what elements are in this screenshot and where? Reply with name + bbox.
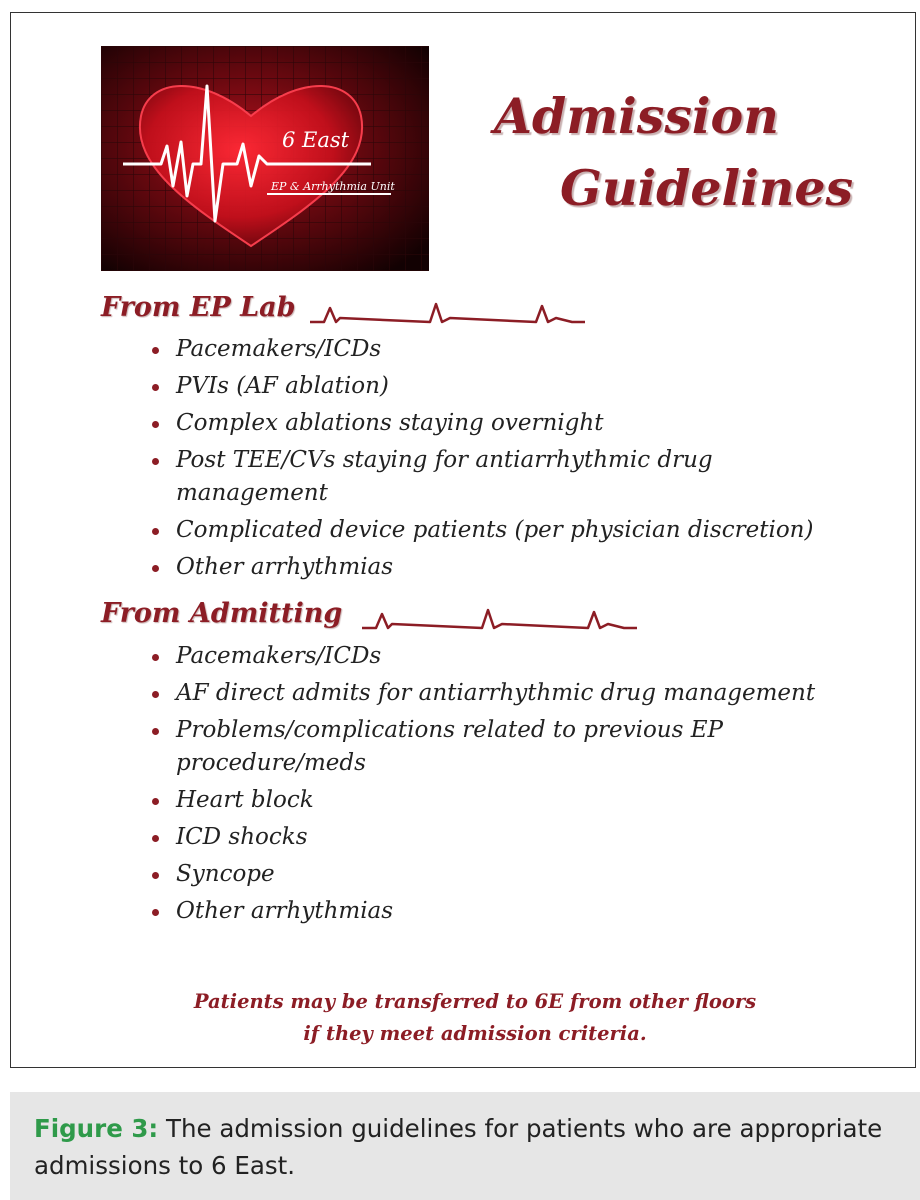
admitting-list (148, 640, 848, 932)
figure-label: Figure 3: (34, 1114, 159, 1143)
section-heading-ep-lab: From EP Lab (101, 292, 296, 323)
ekg-divider-icon (310, 300, 585, 328)
list-item: Post TEE/CVs staying for antiarrhythmic drug management (148, 444, 848, 510)
page-title (470, 80, 854, 224)
list-item: Pacemakers/ICDs (148, 333, 848, 366)
list-item: Syncope (148, 858, 848, 891)
list-item: Problems/complications related to previous EP procedure/meds (148, 714, 848, 780)
list-item: Other arrhythmias (148, 895, 848, 928)
list-item: Pacemakers/ICDs (148, 640, 848, 673)
logo-unit-name: 6 East (282, 128, 350, 152)
logo-graphic (101, 46, 429, 271)
list-item: Complex ablations staying overnight (148, 407, 848, 440)
figure-caption-text: The admission guidelines for patients who are appropriate admissions to 6 East. (34, 1114, 883, 1180)
ekg-divider-icon (362, 606, 637, 634)
figure-caption (10, 1092, 920, 1200)
transfer-note-line-2: if they meet admission criteria. (303, 1022, 647, 1045)
transfer-note-line-1: Patients may be transferred to 6E from other floors (193, 990, 757, 1013)
list-item: ICD shocks (148, 821, 848, 854)
page-title-line-1: Admission (494, 87, 779, 145)
list-item: Heart block (148, 784, 848, 817)
list-item: AF direct admits for antiarrhythmic drug management (148, 677, 848, 710)
unit-logo (101, 46, 429, 271)
list-item: Complicated device patients (per physician discretion) (148, 514, 848, 547)
page-title-line-2: Guidelines (560, 159, 854, 217)
list-item: Other arrhythmias (148, 551, 848, 584)
transfer-note (110, 986, 840, 1050)
section-heading-admitting: From Admitting (101, 598, 343, 629)
logo-unit-subtitle: EP & Arrhythmia Unit (271, 180, 395, 193)
ep-lab-list (148, 333, 848, 588)
list-item: PVIs (AF ablation) (148, 370, 848, 403)
